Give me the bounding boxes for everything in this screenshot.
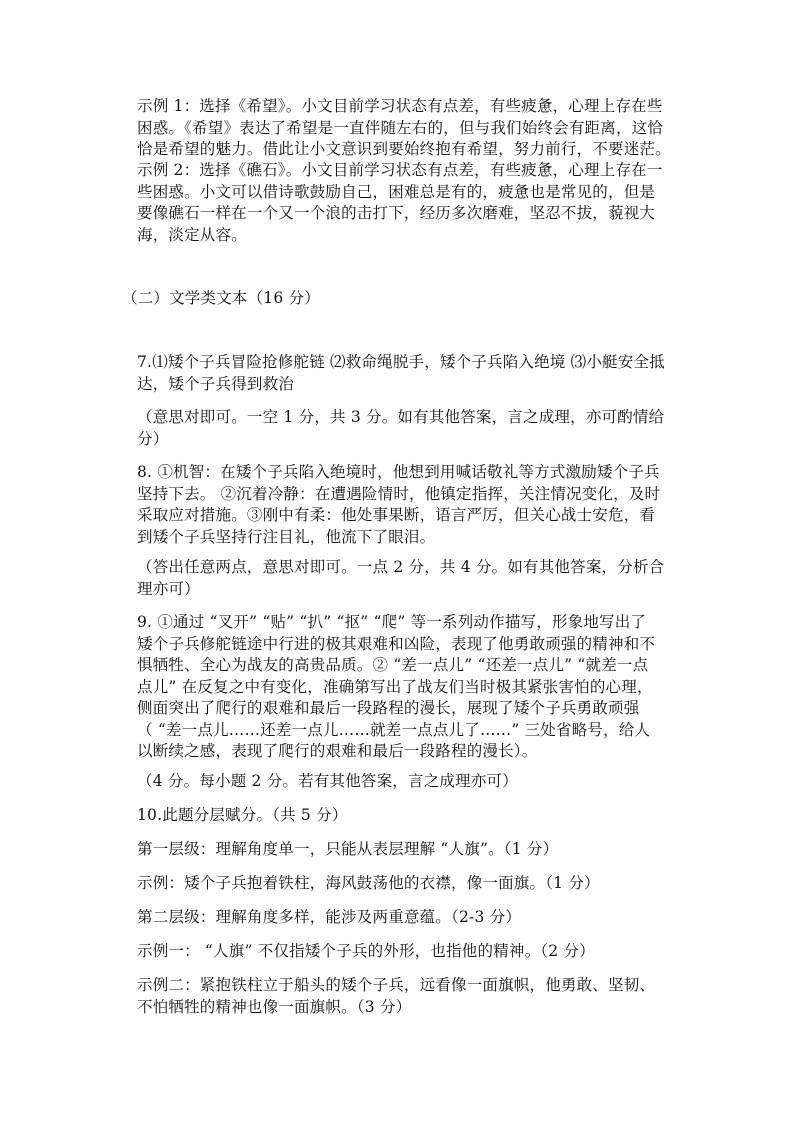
q8-scoring-note <box>137 557 664 600</box>
text-line: 示例 1：选择《希望》。小文目前学习状态有点差，有些疲惫，心理上存在些 <box>137 97 663 115</box>
text-line: 点儿” 在反复之中有变化，准确第写出了战友们当时极其紧张害怕的心理， <box>137 677 653 696</box>
section-heading <box>122 288 320 310</box>
q10-level-1-example <box>137 873 600 895</box>
text-line: 恰是希望的魅力。借此让小文意识到要始终抱有希望，努力前行，不要迷茫。 <box>137 140 671 158</box>
text-line: 些困惑。小文可以借诗歌鼓励自己，困难总是有的，疲惫也是常见的，但是 <box>137 182 656 201</box>
text-line: 困惑。《希望》表达了希望是一直伴随左右的，但与我们始终会有距离，这恰 <box>137 118 664 137</box>
q10-intro <box>137 805 348 827</box>
text-line: 理亦可） <box>137 579 200 598</box>
text-line: 到矮个子兵坚持行注目礼，他流下了眼泪。 <box>137 527 436 546</box>
text-line: 示例二：紧抱铁柱立于船头的矮个子兵，远看像一面旗帜，他勇敢、坚韧、 <box>137 976 656 994</box>
text-line: 示例一： “人旗” 不仅指矮个子兵的外形，也指他的精神。（2 分） <box>137 942 595 960</box>
q7-scoring-note <box>137 407 664 450</box>
q9-answer <box>137 612 655 763</box>
text-line: 海，淡定从容。 <box>137 225 247 244</box>
text-line: 示例 2：选择《礁石》。小文目前学习状态有点差，有些疲惫，心理上存在一 <box>137 161 663 179</box>
q7-answer <box>137 352 665 395</box>
text-line: 7.⑴矮个子兵冒险抢修舵链 ⑵救命绳脱手，矮个子兵陷入绝境 ⑶小艇安全抵 <box>137 353 665 371</box>
text-line: 达，矮个子兵得到救治 <box>137 374 295 393</box>
text-line: 10.此题分层赋分。（共 5 分） <box>137 806 348 824</box>
text-line: 不怕牺牲的精神也像一面旗帜。（3 分） <box>137 997 412 1016</box>
text-line: 惧牺牲、全心为战友的高贵品质。② “差一点儿” “还差一点儿” “就差一点 <box>137 656 649 674</box>
q10-level-2 <box>137 907 521 929</box>
example-1-paragraph <box>137 96 671 161</box>
text-line: 侧面突出了爬行的艰难和最后一段路程的漫长，展现了矮个子兵勇敢顽强 <box>137 699 640 717</box>
text-line: （4 分。每小题 2 分。若有其他答案，言之成理亦可） <box>137 772 518 790</box>
text-line: 9. ①通过 “叉开” “贴” “扒” “抠” “爬” 等一系列动作描写，形象地写出了 <box>137 613 647 631</box>
text-line: 示例：矮个子兵抱着铁柱，海风鼓荡他的衣襟，像一面旗。（1 分） <box>137 874 600 892</box>
text-line: （答出任意两点，意思对即可。一点 2 分，共 4 分。如有其他答案，分析合 <box>137 558 665 576</box>
text-line: 8. ①机智：在矮个子兵陷入绝境时，他想到用喊话敬礼等方式激励矮个子兵 <box>137 463 660 481</box>
text-line: 要像礁石一样在一个又一个浪的击打下，经历多次磨难，坚忍不拔，藐视大 <box>137 204 656 222</box>
q10-level-2-example-2 <box>137 975 655 1018</box>
text-line: （意思对即可。一空 1 分，共 3 分。如有其他答案，言之成理，亦可酌情给 <box>137 408 665 426</box>
example-2-paragraph <box>137 160 663 246</box>
section-heading-text: （二）文学类文本（16 分） <box>122 289 320 307</box>
text-line: 坚持下去。 ②沉着冷静：在遭遇险情时，他镇定指挥，关注情况变化，及时 <box>137 484 661 503</box>
text-line: 采取应对措施。③刚中有柔：他处事果断，语言严厉，但关心战士安危，看 <box>137 506 656 524</box>
text-line: 第一层级：理解角度单一，只能从表层理解 “人旗”。（1 分） <box>137 840 559 858</box>
q9-scoring-note <box>137 771 518 793</box>
q10-level-1 <box>137 839 558 861</box>
text-line: 矮个子兵修舵链途中行进的极其艰难和凶险，表现了他勇敢顽强的精神和不 <box>137 634 656 653</box>
text-line: （ “差一点儿……还差一点儿……就差一点点儿了……” 三处省略号，给人 <box>137 720 651 739</box>
text-line: 分） <box>137 429 169 448</box>
text-line: 以断续之感，表现了爬行的艰难和最后一段路程的漫长）。 <box>137 742 538 760</box>
text-line: 第二层级：理解角度多样，能涉及两重意蕴。（2-3 分） <box>137 908 522 926</box>
q8-answer <box>137 462 660 548</box>
q10-level-2-example-1 <box>137 941 595 963</box>
